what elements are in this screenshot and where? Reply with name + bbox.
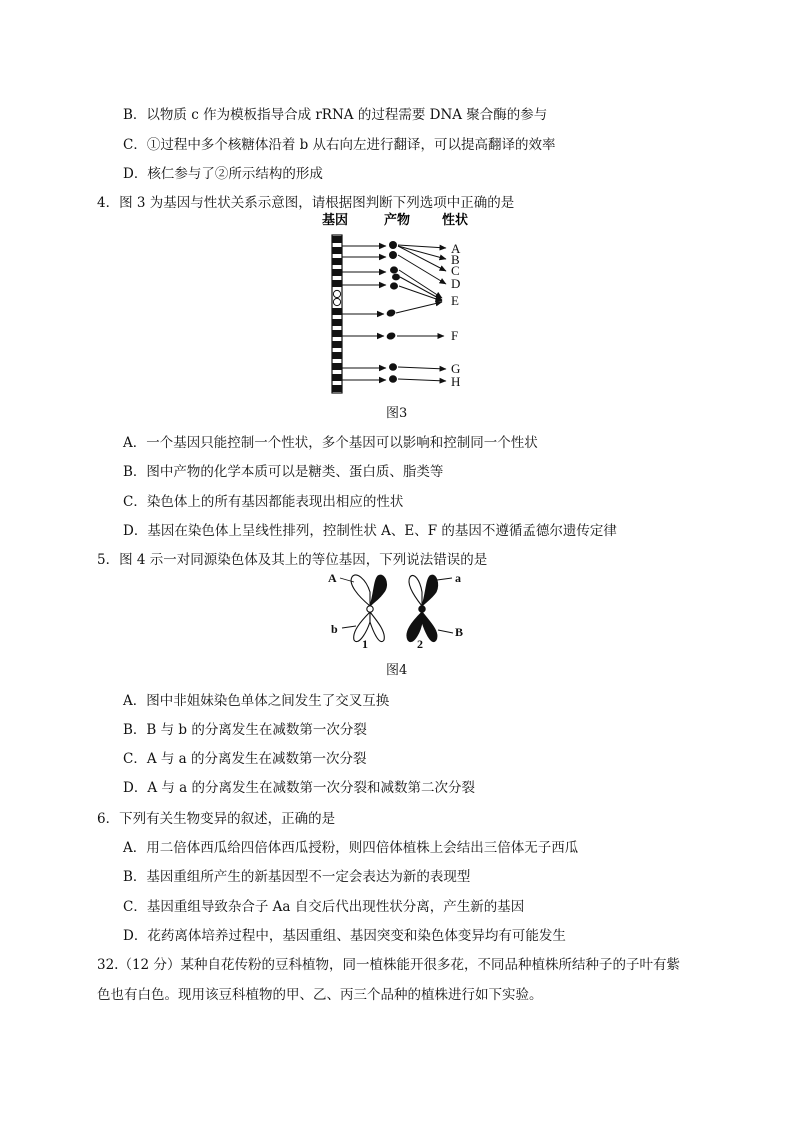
q3-option-d: D．核仁参与了②所示结构的形成	[123, 166, 323, 182]
q4-option-d: D．基因在染色体上呈线性排列，控制性状 A、E、F 的基因不遵循孟德尔遗传定律	[123, 523, 617, 539]
q6-stem: 6．下列有关生物变异的叙述，正确的是	[97, 811, 336, 827]
q5-option-a: A．图中非姐妹染色单体之间发生了交叉互换	[123, 693, 390, 709]
q6-option-a: A．用二倍体西瓜给四倍体西瓜授粉，则四倍体植株上会结出三倍体无子西瓜	[123, 840, 579, 856]
chromosome-bar	[332, 235, 342, 393]
figure-3-gene-trait-diagram	[318, 212, 478, 396]
figure-4-caption: 图4	[386, 663, 408, 678]
q3-option-c: C．①过程中多个核糖体沿着 b 从右向左进行翻译，可以提高翻译的效率	[123, 137, 556, 153]
trait-g-label: G	[451, 361, 461, 376]
q6-option-c: C．基因重组导致杂合子 Aa 自交后代出现性状分离，产生新的基因	[123, 899, 525, 915]
q32-text-line1: 32.（12 分）某种自花传粉的豆科植物，同一植株能开很多花，不同品种植株所结种子的子叶有紫	[97, 957, 680, 973]
trait-e-label: E	[451, 293, 459, 308]
trait-b-label: B	[451, 252, 460, 267]
allele-a-label: a	[455, 571, 461, 585]
q4-option-b: B．图中产物的化学本质可以是糖类、蛋白质、脂类等	[123, 464, 444, 480]
chromosome-2-label: 2	[417, 637, 423, 651]
q4-option-c: C．染色体上的所有基因都能表现出相应的性状	[123, 494, 404, 510]
trait-d-label: D	[451, 276, 461, 291]
q5-option-b: B．B 与 b 的分离发生在减数第一次分裂	[123, 722, 367, 738]
q4-stem: 4．图 3 为基因与性状关系示意图，请根据图判断下列选项中正确的是	[97, 195, 515, 211]
figure-3-caption: 图3	[386, 406, 408, 421]
allele-b-label: b	[331, 622, 338, 636]
q6-option-b: B．基因重组所产生的新基因型不一定会表达为新的表现型	[123, 869, 471, 885]
q32-text-line2: 色也有白色。现用该豆科植物的甲、乙、丙三个品种的植株进行如下实验。	[97, 987, 543, 1003]
q4-option-a: A．一个基因只能控制一个性状，多个基因可以影响和控制同一个性状	[123, 435, 538, 451]
trait-a-label: A	[451, 241, 461, 256]
trait-h-label: H	[451, 374, 461, 389]
q5-stem: 5．图 4 示一对同源染色体及其上的等位基因，下列说法错误的是	[97, 552, 488, 568]
header-trait: 性状	[442, 212, 469, 227]
header-gene: 基因	[322, 212, 349, 227]
figure-4-homologous-chromosomes	[322, 570, 472, 652]
allele-B-label: B	[455, 625, 464, 639]
q5-option-d: D．A 与 a 的分离发生在减数第一次分裂和减数第二次分裂	[123, 780, 475, 796]
q6-option-d: D．花药离体培养过程中，基因重组、基因突变和染色体变异均有可能发生	[123, 928, 566, 944]
header-product: 产物	[384, 212, 411, 227]
trait-f-label: F	[451, 328, 459, 343]
chromosome-1-label: 1	[362, 637, 368, 651]
trait-c-label: C	[451, 263, 460, 278]
q5-option-c: C．A 与 a 的分离发生在减数第一次分裂	[123, 751, 367, 767]
q3-option-b: B．以物质 c 作为模板指导合成 rRNA 的过程需要 DNA 聚合酶的参与	[123, 107, 548, 123]
allele-A-label: A	[328, 571, 337, 585]
